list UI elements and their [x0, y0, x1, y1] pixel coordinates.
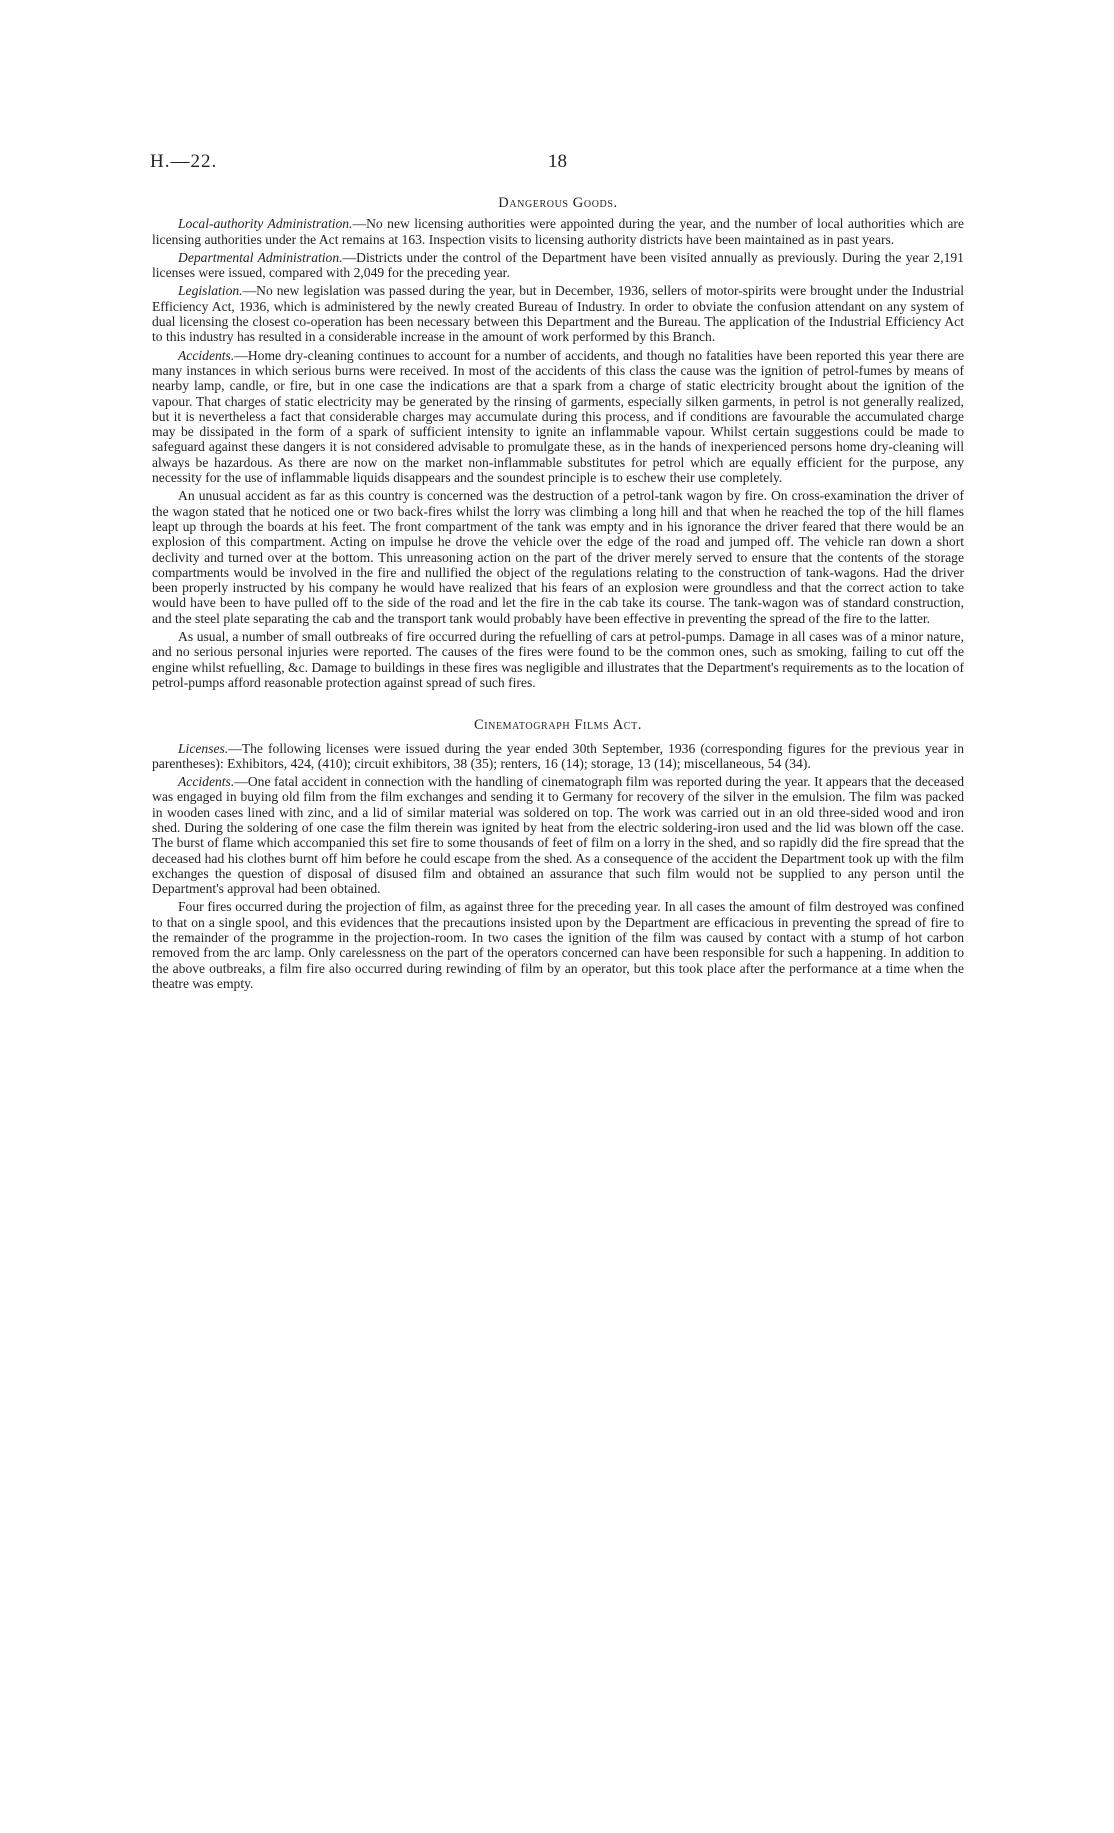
- paragraph-text: As usual, a number of small outbreaks of fire occurred during the refuelling of cars at petrol-pumps. Damage in all cases was of a minor nature, and no serious personal injuries were reported. The causes of the fires were found to be the common ones, such as smoking, failing to cut off the engine whilst refuelling, &c. Damage to buildings in these fires was negligible and illustrates that the Department's requirements as to the location of petrol-pumps afford reasonable protection against spread of such fires.: [152, 629, 964, 690]
- paragraph: [152, 250, 964, 281]
- page-body: [152, 196, 964, 994]
- paragraph-text: —No new legislation was passed during the year, but in December, 1936, sellers of motor-spirits were brought under the Industrial Efficiency Act, 1936, which is administered by the newly created Bureau of Industry. In order to obviate the confusion attendant on any system of dual licensing the closest co-operation has been necessary between this Department and the Bureau. The application of the Industrial Efficiency Act to this industry has resulted in a considerable increase in the amount of work performed by this Branch.: [152, 283, 964, 345]
- paragraph: [152, 348, 964, 486]
- paragraph-text: —One fatal accident in connection with the handling of cinematograph film was reported during the year. It appears that the deceased was engaged in buying old film from the film exchanges and sending it to Germany for recovery of the silver in the emulsion. The film was packed in wooden cases lined with zinc, and a lid of similar material was soldered on top. The work was carried out in an old three-sided wood and iron shed. During the soldering of one case the film therein was ignited by heat from the electric soldering-iron used and the lid was blown off the case. The burst of flame which accompanied this set fire to some thousands of feet of film on a lorry in the shed, and so rapidly did the fire spread that the deceased had his clothes burnt off him before he could escape from the shed. As a consequence of the accident the Department took up with the film exchanges the question of disposal of disused film and obtained an assurance that such film would not be supplied to any person until the Department's approval had been obtained.: [152, 774, 964, 897]
- paragraph-lead: Accidents.: [178, 774, 235, 790]
- paragraph: [152, 741, 964, 772]
- document-reference: H.—22.: [150, 151, 218, 172]
- paragraph-text: —Home dry-cleaning continues to account for a number of accidents, and though no fatalities have been reported this year there are many instances in which serious burns were received. In most of the accidents of this class the cause was the ignition of petrol-fumes by means of nearby lamp, candle, or fire, but in one case the indications are that a spark from a charge of static electricity brought about the ignition of the vapour. That charges of static electricity may be generated by the rinsing of garments, especially silken garments, in petrol is not generally realized, but it is nevertheless a fact that considerable charges may accumulate during this process, and if conditions are favourable the accumulated charge may be dissipated in the form of a spark of sufficient intensity to ignite an inflammable vapour. Whilst certain suggestions could be made to safeguard against these dangers it is not considered advisable to promulgate these, as in the hands of inexperienced persons home dry-cleaning will always be hazardous. As there are now on the market non-inflammable substitutes for petrol which are equally efficient for the purpose, any necessity for the use of inflammable liquids disappears and the soundest principle is to eschew their use completely.: [152, 347, 964, 486]
- paragraph-lead: Departmental Administration.: [178, 249, 343, 265]
- paragraph-lead: Accidents.: [178, 347, 235, 363]
- paragraph-text: —Districts under the control of the Department have been visited annually as previously. During the year 2,191 licenses were issued, compared with 2,049 for the preceding year.: [152, 249, 964, 281]
- section-heading: Cinematograph Films Act.: [473, 717, 643, 734]
- paragraph: [152, 216, 964, 247]
- paragraph: [152, 488, 964, 626]
- paragraph: [152, 629, 964, 690]
- paragraph: [152, 899, 964, 991]
- paragraph-lead: Licenses.: [178, 740, 229, 756]
- paragraph-text: —No new licensing authorities were appointed during the year, and the number of local authorities which are licensing authorities under the Act remains at 163. Inspection visits to licensing authority districts have been maintained as in past years.: [152, 216, 964, 247]
- paragraph-text: —The following licenses were issued during the year ended 30th September, 1936 (corresponding figures for the previous year in parentheses): Exhibitors, 424, (410); circuit exhibitors, 38 (35); renters, 16 (14); storage, 13 (14); miscellaneous, 54 (34).: [152, 740, 964, 771]
- paragraph-lead: Local-authority Administration.: [178, 216, 353, 232]
- paragraph-lead: Legislation.: [178, 283, 243, 299]
- paragraph: [152, 774, 964, 896]
- section-heading: Dangerous Goods.: [498, 195, 618, 211]
- section-dangerous-goods: [152, 196, 964, 690]
- paragraph-text: An unusual accident as far as this country is concerned was the destruction of a petrol-tank wagon by fire. On cross-examination the driver of the wagon stated that he noticed one or two back-fires whilst the lorry was climbing a long hill and that when he reached the top of the hill flames leapt up through the boards at his feet. The front compartment of the tank was empty and in his ignorance the driver feared that there would be an explosion of this compartment. Acting on impulse he drove the vehicle over the edge of the road and jumped off. The vehicle ran down a short declivity and turned over at the bottom. This unreasoning action on the part of the driver merely served to ensure that the contents of the storage compartments would be involved in the fire and nullified the object of the regulations relating to the construction of tank-wagons. Had the driver been properly instructed by his company he would have realized that his fears of an explosion were groundless and that the correct action to take would have been to have pulled off to the side of the road and let the fire in the cab take its course. The tank-wagon was of standard construction, and the steel plate separating the cab and the transport tank would probably have been effective in preventing the spread of the fire to the latter.: [152, 488, 964, 626]
- paragraph: [152, 283, 964, 344]
- section-cinematograph-films-act: [152, 718, 964, 991]
- paragraph-text: Four fires occurred during the projection of film, as against three for the preceding year. In all cases the amount of film destroyed was confined to that on a single spool, and this evidences that the precautions insisted upon by the Department are efficacious in preventing the spread of fire to the remainder of the programme in the projection-room. In two cases the ignition of the film was caused by contact with a stump of hot carbon removed from the arc lamp. Only carelessness on the part of the operators concerned can have been responsible for such a happening. In addition to the above outbreaks, a film fire also occurred during rewinding of film by an operator, but this took place after the performance at a time when the theatre was empty.: [152, 899, 964, 991]
- page-number: 18: [548, 151, 567, 172]
